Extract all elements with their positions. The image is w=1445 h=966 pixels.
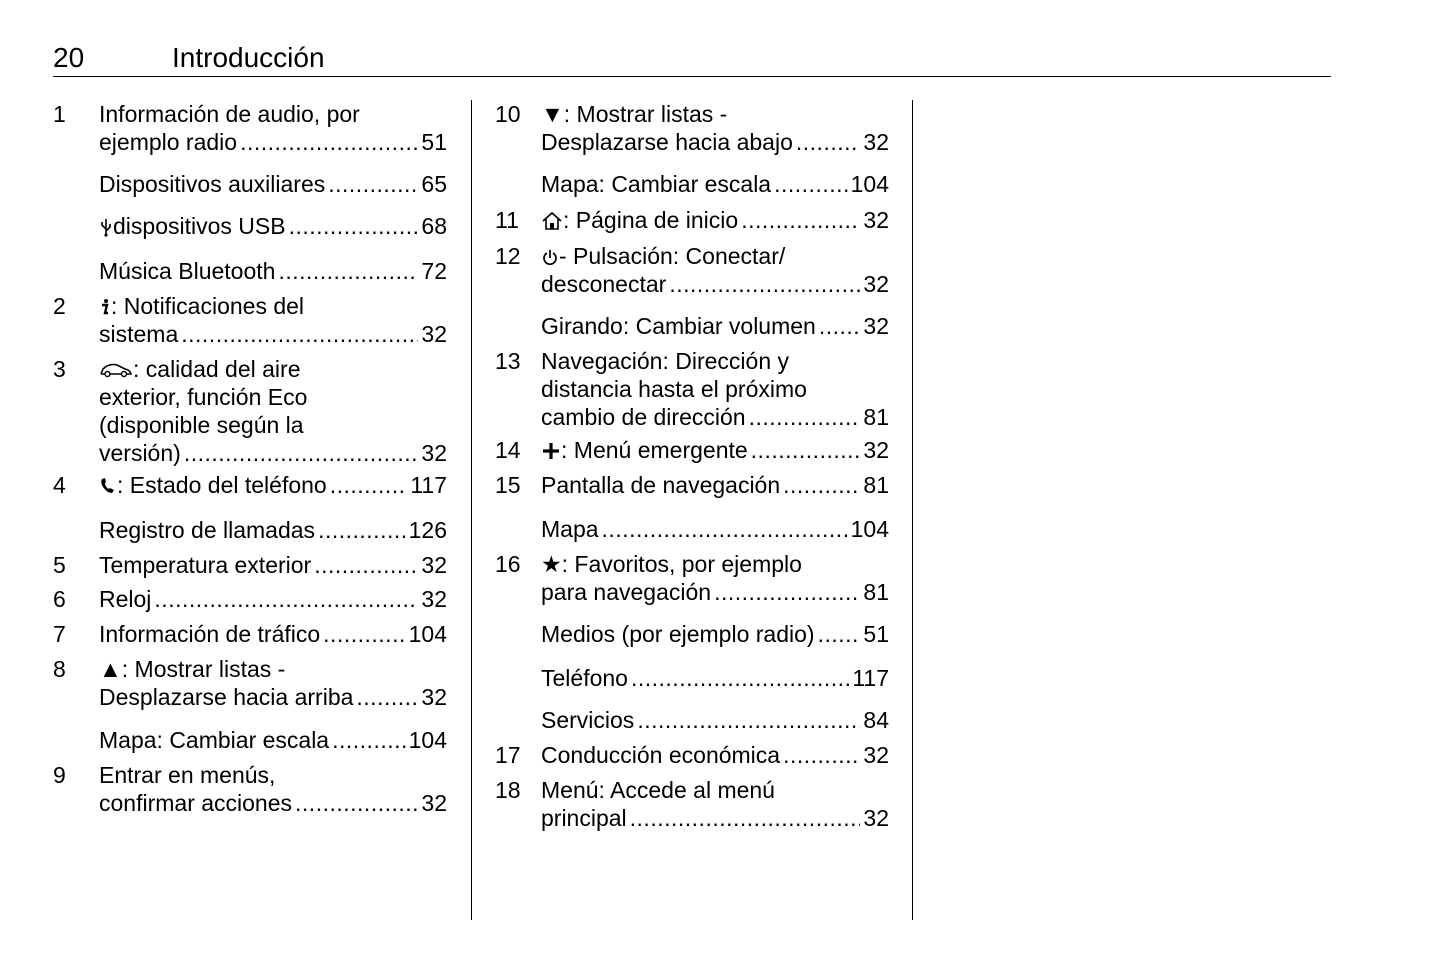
entry-text: : Página de inicio xyxy=(563,207,739,233)
entry-text: para navegación xyxy=(541,579,712,605)
page-reference[interactable]: 81 xyxy=(863,404,889,430)
entry-reference-line xyxy=(541,741,889,769)
page-header xyxy=(53,40,1331,77)
entry-text: Conducción económica xyxy=(541,742,781,768)
entry-text-line xyxy=(541,776,889,804)
entry-text: ★: Favoritos, por ejemplo xyxy=(541,551,802,577)
dot-leader xyxy=(818,620,861,648)
dot-leader xyxy=(749,403,861,431)
entry-body xyxy=(541,706,889,734)
entry-body xyxy=(541,312,889,340)
entry-reference-line xyxy=(99,320,447,348)
entry-body xyxy=(99,355,447,467)
entry-reference-line xyxy=(99,551,447,579)
dot-leader xyxy=(783,471,860,499)
entry-reference-line xyxy=(99,683,447,711)
entry-text: Información de audio, por xyxy=(99,101,360,127)
entry-number: 10 xyxy=(495,101,521,127)
page-reference[interactable]: 32 xyxy=(863,742,889,768)
entry-body xyxy=(99,585,447,613)
page-reference[interactable]: 32 xyxy=(863,805,889,831)
entry-body xyxy=(541,347,889,431)
entry-text: ▼: Mostrar listas - xyxy=(541,101,728,127)
phone-icon xyxy=(99,471,117,499)
entry-text-line xyxy=(541,242,889,270)
entry-body xyxy=(99,761,447,817)
dot-leader xyxy=(328,170,418,198)
entry-text: (disponible según la xyxy=(99,412,304,438)
dot-leader xyxy=(669,270,860,298)
entry-body xyxy=(541,436,889,464)
entry-body xyxy=(99,292,447,348)
page-reference[interactable]: 32 xyxy=(421,440,447,466)
entry-reference-line xyxy=(541,578,889,606)
entry-text: distancia hasta el próximo xyxy=(541,376,807,402)
dot-leader xyxy=(318,516,406,544)
entry-number: 8 xyxy=(53,656,66,682)
dot-leader xyxy=(796,128,861,156)
entry-text: Registro de llamadas xyxy=(99,517,316,543)
dot-leader xyxy=(278,257,418,285)
dot-leader xyxy=(323,620,405,648)
page-reference[interactable]: 126 xyxy=(408,517,447,543)
entry-number: 16 xyxy=(495,551,521,577)
entry-body xyxy=(99,100,447,156)
entry-number: 13 xyxy=(495,348,521,374)
page-reference[interactable]: 81 xyxy=(863,579,889,605)
entry-reference-line xyxy=(541,804,889,832)
page-reference[interactable]: 32 xyxy=(863,207,889,233)
entry-text: Música Bluetooth xyxy=(99,258,276,284)
entry-text: : calidad del aire xyxy=(133,356,301,382)
section-title: Introducción xyxy=(172,42,325,73)
entry-reference-line xyxy=(99,471,447,499)
page-reference[interactable]: 32 xyxy=(863,129,889,155)
entry-text: Información de tráfico xyxy=(99,621,321,647)
entry-text: Reloj xyxy=(99,586,152,612)
entry-text-line xyxy=(541,100,889,128)
entry-text: ▲: Mostrar listas - xyxy=(99,656,286,682)
entry-number: 18 xyxy=(495,777,521,803)
info-icon xyxy=(99,292,111,320)
entry-reference-line xyxy=(541,270,889,298)
dot-leader xyxy=(240,128,418,156)
entry-reference-line xyxy=(541,664,889,692)
entry-text-line xyxy=(99,411,447,439)
entry-text-line xyxy=(99,292,447,320)
entry-text: Mapa: Cambiar escala xyxy=(541,171,772,197)
entry-reference-line xyxy=(541,471,889,499)
page-reference[interactable]: 104 xyxy=(850,516,889,542)
entry-body xyxy=(541,242,889,298)
page-reference[interactable]: 72 xyxy=(421,258,447,284)
dot-leader xyxy=(356,683,418,711)
entry-text: Mapa xyxy=(541,516,599,542)
entry-text: Menú: Accede al menú xyxy=(541,777,775,803)
home-icon xyxy=(541,206,563,234)
entry-body xyxy=(99,726,447,754)
page-reference[interactable]: 104 xyxy=(850,171,889,197)
entry-reference-line xyxy=(541,706,889,734)
page-reference[interactable]: 117 xyxy=(852,665,889,691)
entry-body xyxy=(99,655,447,711)
power-icon xyxy=(541,242,559,270)
dot-leader xyxy=(154,585,418,613)
entry-body xyxy=(541,100,889,156)
entry-text: Desplazarse hacia arriba xyxy=(99,684,354,710)
entry-text: Temperatura exterior xyxy=(99,552,312,578)
entry-number: 5 xyxy=(53,552,66,578)
dot-leader xyxy=(783,741,860,769)
page-reference[interactable]: 32 xyxy=(421,586,447,612)
entry-body xyxy=(541,550,889,606)
entry-text: Girando: Cambiar volumen xyxy=(541,313,816,339)
page-reference[interactable]: 104 xyxy=(408,621,447,647)
entry-reference-line xyxy=(541,128,889,156)
entry-text: : Menú emergente xyxy=(561,437,748,463)
dot-leader xyxy=(330,471,408,499)
entry-body xyxy=(541,776,889,832)
entry-number: 3 xyxy=(53,356,66,382)
entry-reference-line xyxy=(99,516,447,544)
entry-body xyxy=(99,257,447,285)
dot-leader xyxy=(741,206,860,234)
entry-body xyxy=(99,170,447,198)
entry-number: 1 xyxy=(53,101,66,127)
entry-reference-line xyxy=(541,312,889,340)
page-reference[interactable]: 32 xyxy=(421,552,447,578)
entry-number: 14 xyxy=(495,437,521,463)
entry-text: Teléfono xyxy=(541,665,628,691)
entry-body xyxy=(541,170,889,198)
page-reference[interactable]: 32 xyxy=(421,790,447,816)
entry-text-line xyxy=(541,347,889,375)
usb-icon xyxy=(99,212,113,240)
entry-reference-line xyxy=(541,620,889,648)
entry-text: desconectar xyxy=(541,271,667,297)
entry-text: Mapa: Cambiar escala xyxy=(99,727,330,753)
page-reference[interactable]: 32 xyxy=(421,321,447,347)
entry-number: 15 xyxy=(495,472,521,498)
entry-text-line xyxy=(541,375,889,403)
column-divider xyxy=(471,100,472,920)
entry-text: confirmar acciones xyxy=(99,790,293,816)
entry-reference-line xyxy=(99,789,447,817)
dot-leader xyxy=(314,551,418,579)
entry-reference-line xyxy=(99,257,447,285)
entry-number: 17 xyxy=(495,742,521,768)
dot-leader xyxy=(637,706,860,734)
dot-leader xyxy=(714,578,860,606)
entry-reference-line xyxy=(99,170,447,198)
page-reference[interactable]: 32 xyxy=(863,271,889,297)
dot-leader xyxy=(289,212,419,240)
dot-leader xyxy=(181,320,418,348)
entry-text: sistema xyxy=(99,321,179,347)
entry-body xyxy=(541,664,889,692)
entry-body xyxy=(541,620,889,648)
entry-number: 2 xyxy=(53,293,66,319)
entry-body xyxy=(541,471,889,499)
entry-number: 7 xyxy=(53,621,66,647)
entry-text: Servicios xyxy=(541,707,635,733)
entry-text: versión) xyxy=(99,440,181,466)
entry-text-line xyxy=(541,550,889,578)
page-reference[interactable]: 65 xyxy=(421,171,447,197)
entry-reference-line xyxy=(99,439,447,467)
entry-text: Pantalla de navegación xyxy=(541,472,781,498)
dot-leader xyxy=(774,170,848,198)
entry-number: 12 xyxy=(495,243,521,269)
entry-reference-line xyxy=(99,620,447,648)
entry-text: : Estado del teléfono xyxy=(117,472,327,498)
entry-text: dispositivos USB xyxy=(113,213,286,239)
entry-text: principal xyxy=(541,805,627,831)
entry-text-line xyxy=(99,355,447,383)
dot-leader xyxy=(751,436,861,464)
car-icon xyxy=(99,355,133,383)
dot-leader xyxy=(332,726,406,754)
entry-number: 4 xyxy=(53,472,66,498)
entry-text: cambio de dirección xyxy=(541,404,746,430)
dot-leader xyxy=(630,804,861,832)
entry-body xyxy=(99,620,447,648)
entry-reference-line xyxy=(541,170,889,198)
entry-reference-line xyxy=(541,436,889,464)
entry-text-line xyxy=(99,761,447,789)
entry-number: 9 xyxy=(53,762,66,788)
entry-body xyxy=(99,516,447,544)
entry-text: Dispositivos auxiliares xyxy=(99,171,326,197)
entry-text: Desplazarse hacia abajo xyxy=(541,129,793,155)
page-reference[interactable]: 117 xyxy=(410,472,447,498)
dot-leader xyxy=(602,515,848,543)
entry-text: Medios (por ejemplo radio) xyxy=(541,621,815,647)
entry-body xyxy=(541,206,889,234)
page-reference[interactable]: 51 xyxy=(863,621,889,647)
entry-number: 6 xyxy=(53,586,66,612)
entry-text: : Notificaciones del xyxy=(111,293,305,319)
page-reference[interactable]: 104 xyxy=(408,727,447,753)
dot-leader xyxy=(819,312,861,340)
column-divider xyxy=(912,100,913,920)
entry-text: Navegación: Dirección y xyxy=(541,348,790,374)
entry-body xyxy=(99,551,447,579)
page-reference[interactable]: 84 xyxy=(863,707,889,733)
dot-leader xyxy=(295,789,418,817)
page-reference[interactable]: 51 xyxy=(421,129,447,155)
entry-reference-line xyxy=(541,515,889,543)
plus-icon xyxy=(541,436,561,464)
dot-leader xyxy=(184,439,419,467)
entry-text: - Pulsación: Conectar/ xyxy=(559,243,786,269)
page-reference[interactable]: 68 xyxy=(421,213,447,239)
entry-reference-line xyxy=(99,128,447,156)
entry-number: 11 xyxy=(495,207,519,233)
page-number: 20 xyxy=(53,42,85,73)
entry-reference-line xyxy=(99,212,447,240)
entry-body xyxy=(541,741,889,769)
page-reference[interactable]: 81 xyxy=(863,472,889,498)
page-reference[interactable]: 32 xyxy=(863,437,889,463)
entry-text: Entrar en menús, xyxy=(99,762,276,788)
entry-text: ejemplo radio xyxy=(99,129,238,155)
dot-leader xyxy=(631,664,849,692)
entry-reference-line xyxy=(99,585,447,613)
entry-text: exterior, función Eco xyxy=(99,384,308,410)
entry-text-line xyxy=(99,383,447,411)
page-reference[interactable]: 32 xyxy=(421,684,447,710)
page-reference[interactable]: 32 xyxy=(863,313,889,339)
entry-body xyxy=(99,212,447,240)
entry-body xyxy=(541,515,889,543)
entry-text-line xyxy=(99,655,447,683)
entry-reference-line xyxy=(99,726,447,754)
entry-body xyxy=(99,471,447,499)
entry-reference-line xyxy=(541,206,889,234)
entry-reference-line xyxy=(541,403,889,431)
entry-text-line xyxy=(99,100,447,128)
